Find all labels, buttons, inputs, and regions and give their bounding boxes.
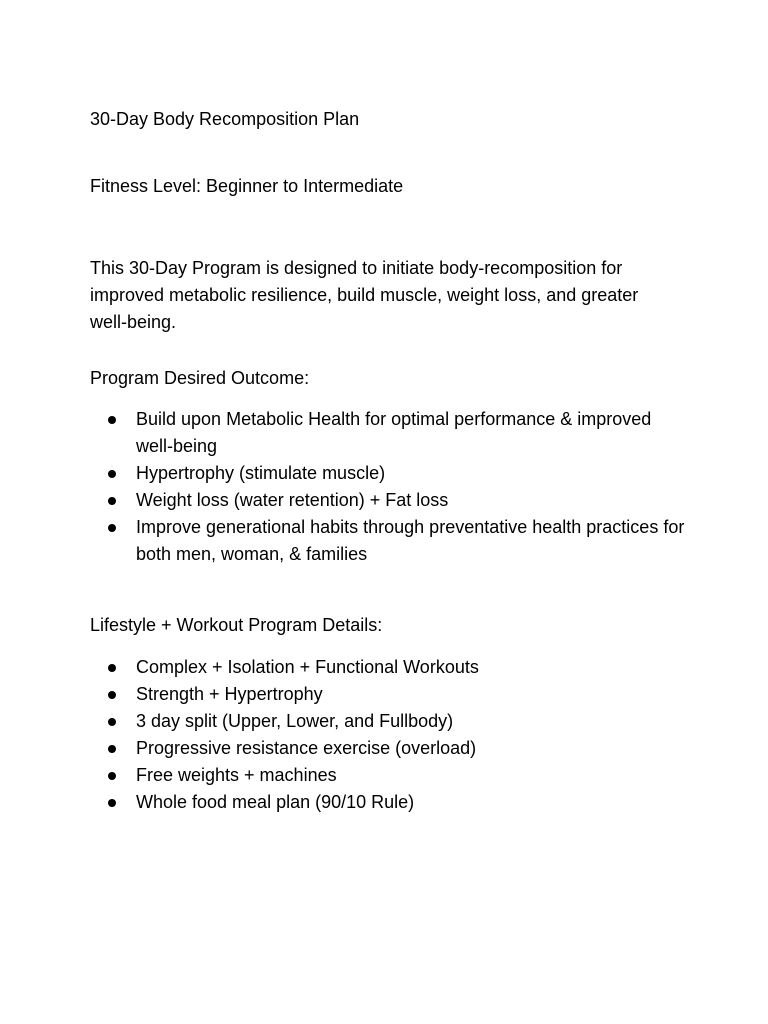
list-item [108,460,688,487]
list-item-text: Complex + Isolation + Functional Workouts [136,657,479,677]
list-item-text: Improve generational habits through preventative health practices for both men, woman, & families [136,517,685,564]
bullet-icon [108,470,116,478]
list-item-text: Build upon Metabolic Health for optimal performance & improved well-being [136,409,652,456]
list-item [108,406,688,460]
list-item [108,514,688,568]
bullet-icon [108,691,116,699]
list-item [108,681,688,708]
bullet-icon [108,497,116,505]
bullet-icon [108,772,116,780]
list-item [108,789,688,816]
list-item-text: 3 day split (Upper, Lower, and Fullbody) [136,711,454,731]
outcome-heading: Program Desired Outcome: [90,368,310,388]
document-title: 30-Day Body Recomposition Plan [90,109,360,129]
bullet-icon [108,416,116,424]
list-item-text: Hypertrophy (stimulate muscle) [136,463,386,483]
list-item [108,708,688,735]
list-item-text: Whole food meal plan (90/10 Rule) [136,792,415,812]
list-item [108,487,688,514]
bullet-icon [108,664,116,672]
details-list [108,654,688,816]
list-item-text: Free weights + machines [136,765,337,785]
list-item-text: Progressive resistance exercise (overload) [136,738,477,758]
list-item [108,654,688,681]
outcome-list [108,406,688,568]
bullet-icon [108,718,116,726]
list-item [108,762,688,789]
bullet-icon [108,745,116,753]
bullet-icon [108,524,116,532]
bullet-icon [108,799,116,807]
list-item-text: Weight loss (water retention) + Fat loss [136,490,449,510]
list-item-text: Strength + Hypertrophy [136,684,323,704]
fitness-level: Fitness Level: Beginner to Intermediate [90,176,404,196]
list-item [108,735,688,762]
details-heading: Lifestyle + Workout Program Details: [90,615,383,635]
intro-paragraph: This 30-Day Program is designed to initiate body-recomposition for improved metabolic resilience, build muscle, weight loss, and greater well-being. [90,258,639,332]
